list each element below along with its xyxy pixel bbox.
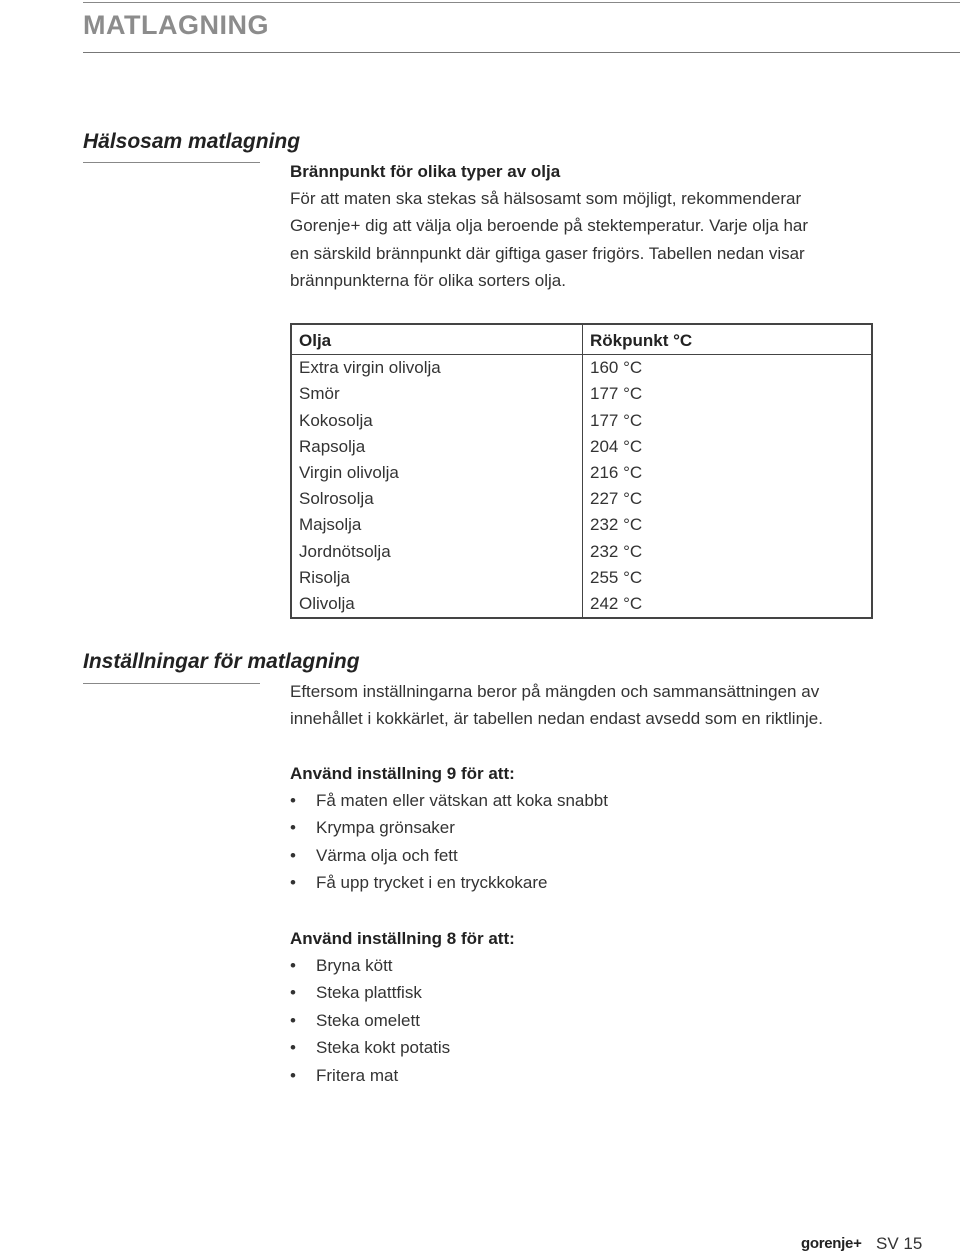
brand-logo: gorenje+ <box>801 1235 862 1252</box>
list-item <box>290 842 608 869</box>
setting-8-heading: Använd inställning 8 för att: <box>290 929 515 948</box>
smoke-point-value: 216 °C <box>590 463 643 483</box>
header-bottom-rule <box>83 52 960 53</box>
table-header-row <box>291 324 872 355</box>
settings-paragraph <box>290 678 910 733</box>
smoke-point-value: 232 °C <box>590 541 643 561</box>
paragraph-line: innehållet i kokkärlet, är tabellen nedan endast avsedd som en riktlinje. <box>290 709 823 729</box>
page-number: SV 15 <box>876 1234 923 1253</box>
table-row <box>291 512 872 538</box>
list-item <box>290 869 608 896</box>
setting-9-heading: Använd inställning 9 för att: <box>290 764 515 783</box>
list-item-text: Fritera mat <box>316 1065 399 1085</box>
oil-name: Risolja <box>291 565 583 591</box>
oil-name: Virgin olivolja <box>291 460 583 486</box>
intro-paragraph <box>290 185 890 294</box>
list-item-text: Steka kokt potatis <box>316 1038 451 1058</box>
header-top-rule <box>83 2 960 3</box>
bullet-icon: • <box>290 818 296 838</box>
oil-name: Smör <box>291 381 583 407</box>
oil-name: Kokosolja <box>291 408 583 434</box>
smoke-point-value: 242 °C <box>590 594 643 614</box>
smoke-point-value: 255 °C <box>590 567 643 587</box>
paragraph-line: Gorenje+ dig att välja olja beroende på stektemperatur. Varje olja har <box>290 216 809 236</box>
smoke-point-value: 204 °C <box>590 436 643 456</box>
oil-name: Majsolja <box>291 512 583 538</box>
table-row <box>291 460 872 486</box>
list-item-text: Steka plattfisk <box>316 983 422 1003</box>
list-item-text: Värma olja och fett <box>316 845 458 865</box>
section-title-underline <box>83 683 260 684</box>
table-row <box>291 381 872 407</box>
bullet-icon: • <box>290 983 296 1003</box>
table-row <box>291 565 872 591</box>
bullet-icon: • <box>290 845 296 865</box>
smoke-point-value: 177 °C <box>590 410 643 430</box>
setting-9-list <box>290 787 608 897</box>
section-title-healthy-cooking: Hälsosam matlagning <box>83 130 301 153</box>
list-item-text: Steka omelett <box>316 1010 420 1030</box>
smoke-point-value: 177 °C <box>590 384 643 404</box>
bullet-icon: • <box>290 1010 296 1030</box>
bullet-icon: • <box>290 1038 296 1058</box>
list-item <box>290 1034 450 1061</box>
bullet-icon: • <box>290 791 296 810</box>
table-row <box>291 486 872 512</box>
list-item <box>290 979 450 1006</box>
smoke-point-table <box>290 323 873 619</box>
bullet-icon: • <box>290 873 296 893</box>
list-item-text: Krympa grönsaker <box>316 818 455 838</box>
table-row <box>291 591 872 618</box>
smoke-point-value: 227 °C <box>590 489 643 509</box>
list-item-text: Få upp trycket i en tryckkokare <box>316 873 548 893</box>
column-header-smoke-point: Rökpunkt °C <box>583 324 873 355</box>
section-title-cooking-settings: Inställningar för matlagning <box>83 650 360 673</box>
paragraph-line: en särskild brännpunkt där giftiga gaser frigörs. Tabellen nedan visar <box>290 243 805 263</box>
table-row <box>291 434 872 460</box>
section-title-underline <box>83 162 260 163</box>
oil-name: Rapsolja <box>291 434 583 460</box>
table-row <box>291 539 872 565</box>
bullet-icon: • <box>290 956 296 975</box>
paragraph-line: För att maten ska stekas så hälsosamt som möjligt, rekommenderar <box>290 189 802 208</box>
smoke-point-value: 232 °C <box>590 515 643 535</box>
list-item <box>290 814 608 841</box>
subheading-burning-point: Brännpunkt för olika typer av olja <box>290 162 561 181</box>
list-item <box>290 1062 450 1089</box>
list-item <box>290 787 608 814</box>
list-item <box>290 1007 450 1034</box>
oil-name: Extra virgin olivolja <box>291 355 583 382</box>
list-item <box>290 952 450 979</box>
list-item-text: Bryna kött <box>316 956 393 975</box>
smoke-point-value: 160 °C <box>590 358 643 378</box>
paragraph-line: brännpunkterna för olika sorters olja. <box>290 270 566 290</box>
oil-name: Solrosolja <box>291 486 583 512</box>
bullet-icon: • <box>290 1065 296 1085</box>
table-row <box>291 355 872 382</box>
column-header-oil: Olja <box>291 324 583 355</box>
oil-name: Jordnötsolja <box>291 539 583 565</box>
page-title: MATLAGNING <box>83 10 269 40</box>
oil-name: Olivolja <box>291 591 583 618</box>
table-row <box>291 408 872 434</box>
paragraph-line: Eftersom inställningarna beror på mängden och sammansättningen av <box>290 682 820 701</box>
list-item-text: Få maten eller vätskan att koka snabbt <box>316 791 608 810</box>
setting-8-list <box>290 952 450 1089</box>
